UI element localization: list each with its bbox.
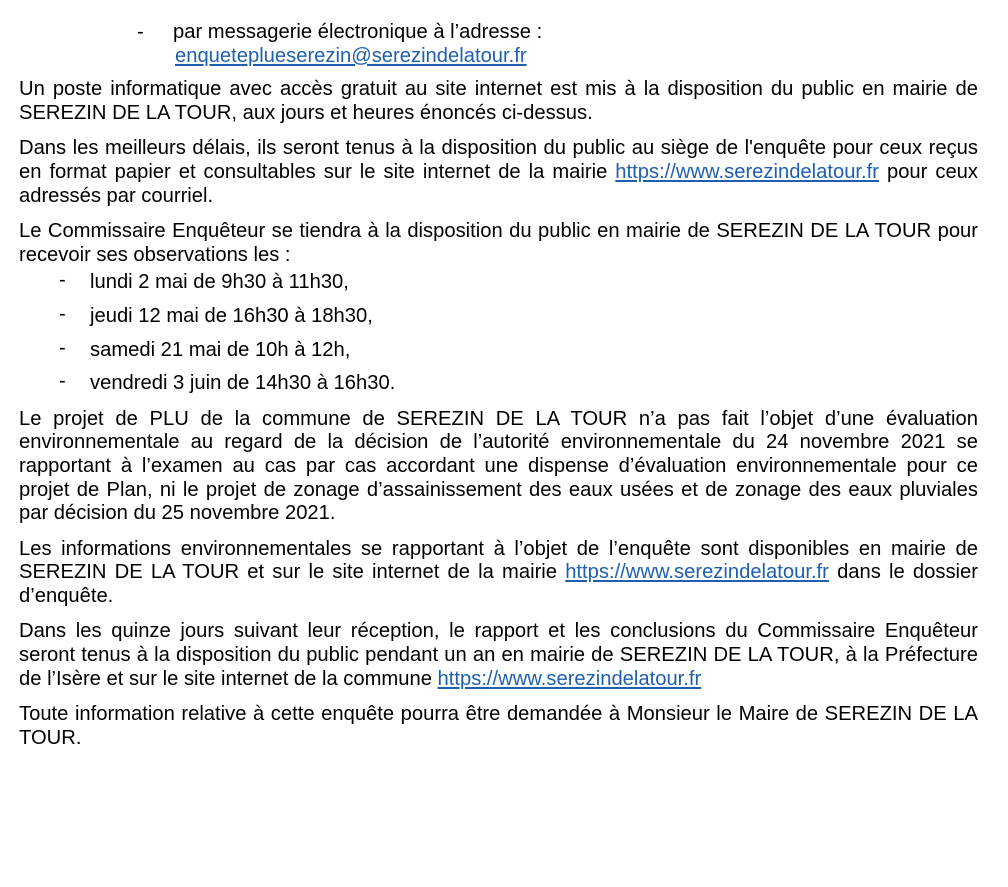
bullet-dash: - (59, 370, 66, 393)
email-bullet-text: par messagerie électronique à l’adresse : (173, 21, 543, 43)
paragraph-evaluation-environnementale: Le projet de PLU de la commune de SEREZIN DE LA TOUR n’a pas fait l’objet d’une évaluation environnementale au regard de la décision de l’autorité environnementale du 24 novembre 2021 se rapportant à l’examen au cas par cas accordant une dispense d’évaluation environnementale pour ce projet de Plan, ni le projet de zonage d’assainissement des eaux usées et de zonage des eaux pluviales par décision du 25 novembre 2021. (19, 407, 978, 525)
list-item (19, 271, 978, 295)
paragraph-delais-end: pour ceux adressés par courriel. (19, 160, 978, 207)
bullet-dash: - (137, 21, 144, 43)
bullet-dash: - (59, 336, 66, 359)
paragraph-delais (19, 137, 978, 208)
paragraph-informations-text: Les informations environnementales se rapportant à l’objet de l’enquête sont disponibles en mairie de SEREZIN DE LA TOUR et sur le site internet de la mairie (19, 537, 978, 584)
website-link[interactable]: https://www.serezindelatour.fr (615, 160, 879, 183)
paragraph-informations-end: dans le dossier d’enquête. (19, 561, 978, 607)
paragraph-rapport-text: Dans les quinze jours suivant leur réception, le rapport et les conclusions du Commissaire Enquêteur seront tenus à la disposition du public pendant un an en mairie de SEREZIN DE LA TOUR, à la Préfecture de l’Isère et sur le site internet de la commune (19, 620, 978, 690)
website-link[interactable]: https://www.serezindelatour.fr (437, 667, 702, 690)
list-item (19, 336, 978, 363)
website-link[interactable]: https://www.serezindelatour.fr (565, 561, 829, 584)
session-text: vendredi 3 juin de 14h30 à 16h30. (90, 372, 396, 395)
email-bullet (19, 21, 978, 45)
email-line (19, 45, 978, 69)
paragraph-rapport-conclusions (19, 620, 978, 691)
paragraph-informations-environnementales (19, 538, 978, 609)
list-item (19, 302, 978, 329)
bullet-dash: - (59, 269, 66, 292)
paragraph-poste-informatique: Un poste informatique avec accès gratuit au site internet est mis à la disposition du public en mairie de SEREZIN DE LA TOUR, aux jours et heures énoncés ci-dessus. (19, 78, 978, 124)
bullet-dash: - (59, 302, 66, 325)
paragraph-contact-maire: Toute information relative à cette enquête pourra être demandée à Monsieur le Maire de SEREZIN DE LA TOUR. (19, 703, 978, 749)
session-text: lundi 2 mai de 9h30 à 11h30, (90, 271, 349, 294)
session-text: samedi 21 mai de 10h à 12h, (90, 338, 351, 361)
list-item (19, 372, 978, 396)
sessions-list (19, 271, 978, 395)
paragraph-delais-text: Dans les meilleurs délais, ils seront tenus à la disposition du public au siège de l'enquête pour ceux reçus en format papier et consultables sur le site internet de la mairie (19, 137, 978, 183)
session-text: jeudi 12 mai de 16h30 à 18h30, (90, 304, 373, 327)
email-link[interactable]: enqueteplueserezin@serezindelatour.fr (175, 44, 527, 67)
paragraph-commissaire: Le Commissaire Enquêteur se tiendra à la disposition du public en mairie de SEREZIN DE LA TOUR pour recevoir ses observations les : (19, 220, 978, 266)
